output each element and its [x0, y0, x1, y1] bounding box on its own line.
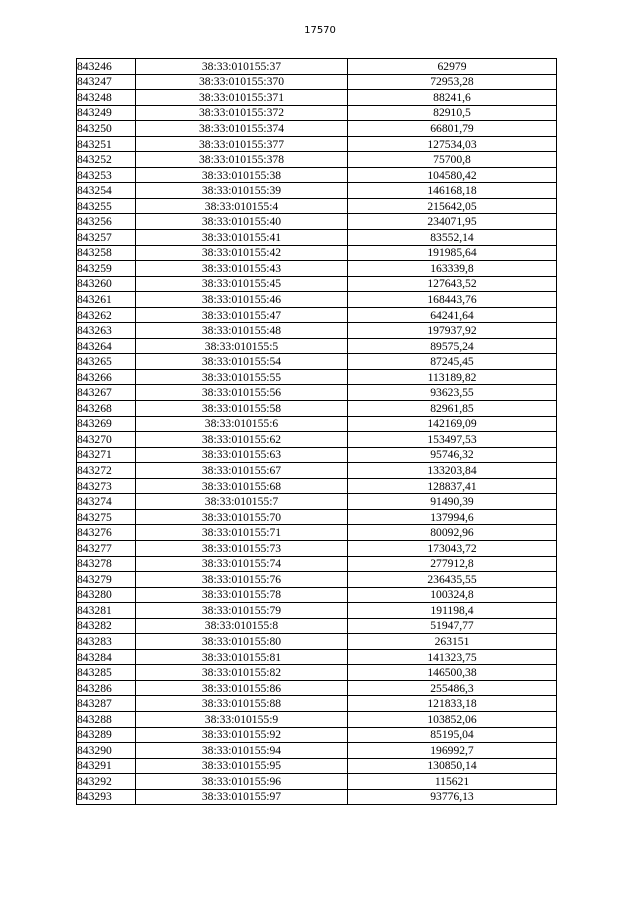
- table-row: [77, 167, 557, 183]
- value-cell: 255486,3: [348, 680, 557, 696]
- value-cell: 82961,85: [348, 401, 557, 417]
- value-cell: 88241,6: [348, 90, 557, 106]
- cadastral-number-cell: 38:33:010155:67: [136, 463, 348, 479]
- value-cell: 191985,64: [348, 245, 557, 261]
- cadastral-number-cell: 38:33:010155:48: [136, 323, 348, 339]
- row-number-cell: 843281: [77, 603, 136, 619]
- value-cell: 173043,72: [348, 540, 557, 556]
- value-cell: 87245,45: [348, 354, 557, 370]
- table-row: [77, 323, 557, 339]
- cadastral-number-cell: 38:33:010155:6: [136, 416, 348, 432]
- table-row: [77, 711, 557, 727]
- table-row: [77, 447, 557, 463]
- table-row: [77, 556, 557, 572]
- cadastral-number-cell: 38:33:010155:78: [136, 587, 348, 603]
- table-body: [77, 59, 557, 805]
- row-number-cell: 843293: [77, 789, 136, 805]
- cadastral-number-cell: 38:33:010155:94: [136, 743, 348, 759]
- table-row: [77, 618, 557, 634]
- table-row: [77, 603, 557, 619]
- cadastral-number-cell: 38:33:010155:43: [136, 261, 348, 277]
- row-number-cell: 843264: [77, 338, 136, 354]
- row-number-cell: 843257: [77, 230, 136, 246]
- cadastral-number-cell: 38:33:010155:39: [136, 183, 348, 199]
- table-row: [77, 136, 557, 152]
- cadastral-number-cell: 38:33:010155:71: [136, 525, 348, 541]
- table-row: [77, 338, 557, 354]
- row-number-cell: 843252: [77, 152, 136, 168]
- row-number-cell: 843269: [77, 416, 136, 432]
- cadastral-number-cell: 38:33:010155:47: [136, 307, 348, 323]
- cadastral-number-cell: 38:33:010155:4: [136, 198, 348, 214]
- row-number-cell: 843265: [77, 354, 136, 370]
- value-cell: 163339,8: [348, 261, 557, 277]
- table-row: [77, 494, 557, 510]
- value-cell: 121833,18: [348, 696, 557, 712]
- value-cell: 82910,5: [348, 105, 557, 121]
- table-row: [77, 401, 557, 417]
- row-number-cell: 843280: [77, 587, 136, 603]
- value-cell: 191198,4: [348, 603, 557, 619]
- value-cell: 142169,09: [348, 416, 557, 432]
- cadastral-number-cell: 38:33:010155:62: [136, 432, 348, 448]
- cadastral-number-cell: 38:33:010155:42: [136, 245, 348, 261]
- row-number-cell: 843291: [77, 758, 136, 774]
- value-cell: 80092,96: [348, 525, 557, 541]
- row-number-cell: 843279: [77, 572, 136, 588]
- table-row: [77, 540, 557, 556]
- page-number: 17570: [304, 25, 336, 36]
- value-cell: 85195,04: [348, 727, 557, 743]
- cadastral-number-cell: 38:33:010155:370: [136, 74, 348, 90]
- value-cell: 127643,52: [348, 276, 557, 292]
- value-cell: 62979: [348, 59, 557, 75]
- cadastral-number-cell: 38:33:010155:374: [136, 121, 348, 137]
- table-row: [77, 354, 557, 370]
- row-number-cell: 843254: [77, 183, 136, 199]
- cadastral-number-cell: 38:33:010155:95: [136, 758, 348, 774]
- row-number-cell: 843275: [77, 509, 136, 525]
- cadastral-number-cell: 38:33:010155:377: [136, 136, 348, 152]
- table-row: [77, 680, 557, 696]
- value-cell: 197937,92: [348, 323, 557, 339]
- cadastral-number-cell: 38:33:010155:46: [136, 292, 348, 308]
- row-number-cell: 843268: [77, 401, 136, 417]
- row-number-cell: 843255: [77, 198, 136, 214]
- value-cell: 234071,95: [348, 214, 557, 230]
- table-row: [77, 509, 557, 525]
- value-cell: 95746,32: [348, 447, 557, 463]
- row-number-cell: 843273: [77, 478, 136, 494]
- cadastral-number-cell: 38:33:010155:70: [136, 509, 348, 525]
- cadastral-value-table: [76, 58, 557, 805]
- cadastral-number-cell: 38:33:010155:54: [136, 354, 348, 370]
- row-number-cell: 843277: [77, 540, 136, 556]
- row-number-cell: 843246: [77, 59, 136, 75]
- row-number-cell: 843286: [77, 680, 136, 696]
- cadastral-number-cell: 38:33:010155:97: [136, 789, 348, 805]
- cadastral-number-cell: 38:33:010155:45: [136, 276, 348, 292]
- cadastral-number-cell: 38:33:010155:56: [136, 385, 348, 401]
- cadastral-number-cell: 38:33:010155:76: [136, 572, 348, 588]
- row-number-cell: 843282: [77, 618, 136, 634]
- table-row: [77, 587, 557, 603]
- value-cell: 104580,42: [348, 167, 557, 183]
- value-cell: 130850,14: [348, 758, 557, 774]
- cadastral-number-cell: 38:33:010155:40: [136, 214, 348, 230]
- row-number-cell: 843266: [77, 369, 136, 385]
- table-row: [77, 230, 557, 246]
- value-cell: 89575,24: [348, 338, 557, 354]
- table-row: [77, 90, 557, 106]
- value-cell: 75700,8: [348, 152, 557, 168]
- row-number-cell: 843258: [77, 245, 136, 261]
- cadastral-number-cell: 38:33:010155:371: [136, 90, 348, 106]
- row-number-cell: 843263: [77, 323, 136, 339]
- value-cell: 168443,76: [348, 292, 557, 308]
- value-cell: 83552,14: [348, 230, 557, 246]
- cadastral-number-cell: 38:33:010155:9: [136, 711, 348, 727]
- cadastral-number-cell: 38:33:010155:86: [136, 680, 348, 696]
- cadastral-number-cell: 38:33:010155:92: [136, 727, 348, 743]
- value-cell: 141323,75: [348, 649, 557, 665]
- row-number-cell: 843248: [77, 90, 136, 106]
- row-number-cell: 843284: [77, 649, 136, 665]
- cadastral-number-cell: 38:33:010155:68: [136, 478, 348, 494]
- cadastral-number-cell: 38:33:010155:96: [136, 774, 348, 790]
- value-cell: 137994,6: [348, 509, 557, 525]
- table-row: [77, 59, 557, 75]
- row-number-cell: 843260: [77, 276, 136, 292]
- cadastral-number-cell: 38:33:010155:5: [136, 338, 348, 354]
- row-number-cell: 843290: [77, 743, 136, 759]
- row-number-cell: 843272: [77, 463, 136, 479]
- value-cell: 127534,03: [348, 136, 557, 152]
- value-cell: 91490,39: [348, 494, 557, 510]
- table-row: [77, 478, 557, 494]
- table-row: [77, 385, 557, 401]
- cadastral-number-cell: 38:33:010155:378: [136, 152, 348, 168]
- cadastral-number-cell: 38:33:010155:80: [136, 634, 348, 650]
- table-row: [77, 743, 557, 759]
- cadastral-number-cell: 38:33:010155:82: [136, 665, 348, 681]
- table-row: [77, 105, 557, 121]
- cadastral-number-cell: 38:33:010155:372: [136, 105, 348, 121]
- value-cell: 215642,05: [348, 198, 557, 214]
- cadastral-number-cell: 38:33:010155:79: [136, 603, 348, 619]
- table-row: [77, 276, 557, 292]
- row-number-cell: 843292: [77, 774, 136, 790]
- table-row: [77, 121, 557, 137]
- value-cell: 64241,64: [348, 307, 557, 323]
- row-number-cell: 843271: [77, 447, 136, 463]
- table-row: [77, 74, 557, 90]
- value-cell: 93776,13: [348, 789, 557, 805]
- cadastral-number-cell: 38:33:010155:37: [136, 59, 348, 75]
- table-row: [77, 572, 557, 588]
- value-cell: 100324,8: [348, 587, 557, 603]
- row-number-cell: 843267: [77, 385, 136, 401]
- row-number-cell: 843283: [77, 634, 136, 650]
- table-row: [77, 261, 557, 277]
- value-cell: 277912,8: [348, 556, 557, 572]
- value-cell: 128837,41: [348, 478, 557, 494]
- cadastral-number-cell: 38:33:010155:7: [136, 494, 348, 510]
- row-number-cell: 843278: [77, 556, 136, 572]
- table-row: [77, 463, 557, 479]
- row-number-cell: 843251: [77, 136, 136, 152]
- cadastral-number-cell: 38:33:010155:63: [136, 447, 348, 463]
- value-cell: 113189,82: [348, 369, 557, 385]
- table-row: [77, 525, 557, 541]
- table-row: [77, 665, 557, 681]
- cadastral-number-cell: 38:33:010155:8: [136, 618, 348, 634]
- value-cell: 51947,77: [348, 618, 557, 634]
- table-row: [77, 292, 557, 308]
- table-row: [77, 727, 557, 743]
- row-number-cell: 843276: [77, 525, 136, 541]
- table-row: [77, 634, 557, 650]
- cadastral-number-cell: 38:33:010155:81: [136, 649, 348, 665]
- table-row: [77, 789, 557, 805]
- row-number-cell: 843259: [77, 261, 136, 277]
- row-number-cell: 843285: [77, 665, 136, 681]
- value-cell: 146500,38: [348, 665, 557, 681]
- table-row: [77, 758, 557, 774]
- cadastral-number-cell: 38:33:010155:58: [136, 401, 348, 417]
- value-cell: 72953,28: [348, 74, 557, 90]
- table-row: [77, 649, 557, 665]
- value-cell: 66801,79: [348, 121, 557, 137]
- value-cell: 93623,55: [348, 385, 557, 401]
- row-number-cell: 843261: [77, 292, 136, 308]
- value-cell: 263151: [348, 634, 557, 650]
- value-cell: 146168,18: [348, 183, 557, 199]
- cadastral-number-cell: 38:33:010155:73: [136, 540, 348, 556]
- row-number-cell: 843247: [77, 74, 136, 90]
- value-cell: 196992,7: [348, 743, 557, 759]
- row-number-cell: 843249: [77, 105, 136, 121]
- cadastral-number-cell: 38:33:010155:88: [136, 696, 348, 712]
- table-row: [77, 183, 557, 199]
- row-number-cell: 843256: [77, 214, 136, 230]
- table-row: [77, 774, 557, 790]
- table-row: [77, 214, 557, 230]
- value-cell: 103852,06: [348, 711, 557, 727]
- row-number-cell: 843288: [77, 711, 136, 727]
- cadastral-number-cell: 38:33:010155:55: [136, 369, 348, 385]
- row-number-cell: 843287: [77, 696, 136, 712]
- value-cell: 133203,84: [348, 463, 557, 479]
- value-cell: 115621: [348, 774, 557, 790]
- row-number-cell: 843289: [77, 727, 136, 743]
- cadastral-number-cell: 38:33:010155:74: [136, 556, 348, 572]
- table-row: [77, 416, 557, 432]
- row-number-cell: 843262: [77, 307, 136, 323]
- table-row: [77, 696, 557, 712]
- row-number-cell: 843274: [77, 494, 136, 510]
- row-number-cell: 843250: [77, 121, 136, 137]
- cadastral-number-cell: 38:33:010155:41: [136, 230, 348, 246]
- table-row: [77, 198, 557, 214]
- table-row: [77, 245, 557, 261]
- row-number-cell: 843253: [77, 167, 136, 183]
- cadastral-number-cell: 38:33:010155:38: [136, 167, 348, 183]
- table-row: [77, 152, 557, 168]
- table-row: [77, 369, 557, 385]
- row-number-cell: 843270: [77, 432, 136, 448]
- table-row: [77, 432, 557, 448]
- value-cell: 153497,53: [348, 432, 557, 448]
- value-cell: 236435,55: [348, 572, 557, 588]
- table-row: [77, 307, 557, 323]
